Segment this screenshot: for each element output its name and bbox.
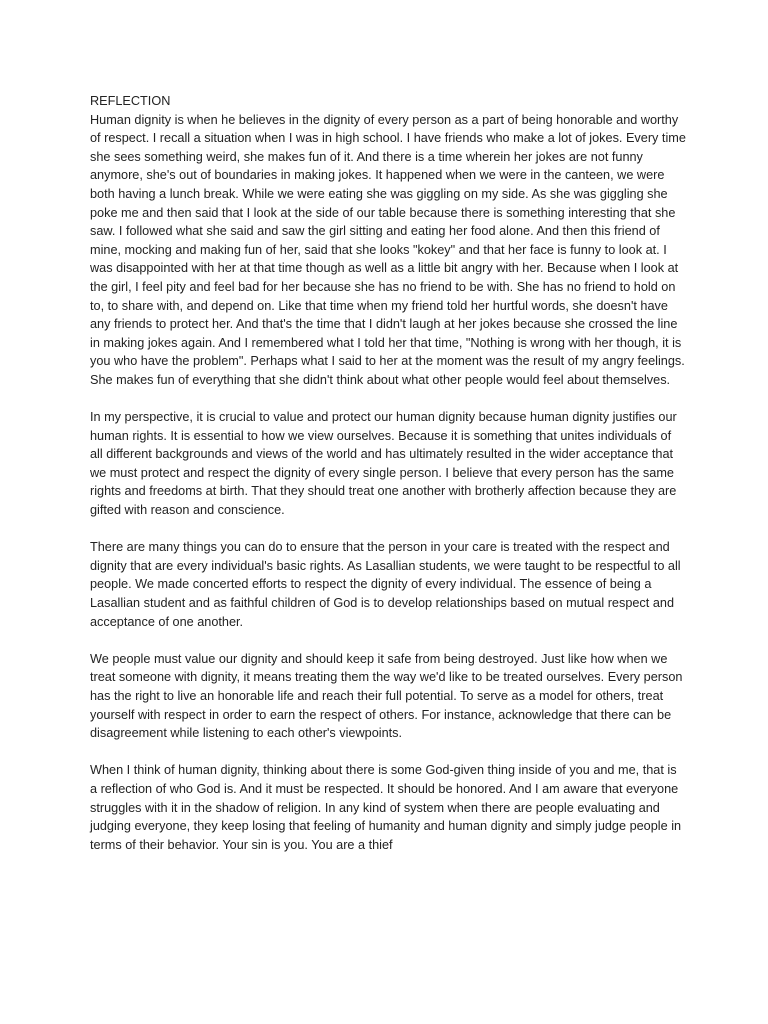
paragraph-1: Human dignity is when he believes in the dignity of every person as a part of being honorable and worthy of respect. I recall a situation when I was in high school. I have friends who make a lot of jokes. Every time she sees something weird, she makes fun of it. And there is a time wherein her jokes are not funny anymore, she's out of boundaries in making jokes. It happened when we were in the canteen, we were both having a lunch break. While we were eating she was giggling on my side. As she was giggling she poke me and then said that I look at the side of our table because there is something interesting that she saw. I followed what she said and saw the girl sitting and eating her food alone. And then this friend of mine, mocking and making fun of her, said that she looks "kokey" and that her face is funny to look at. I was disappointed with her at that time though as well as a little bit angry with her. Because when I look at the girl, I feel pity and feel bad for her because she has no friend to be with. She has no friend to hold on to, to share with, and depend on. Like that time when my friend told her hurtful words, she doesn't have any friends to protect her. And that's the time that I didn't laugh at her jokes because she crossed the line in making jokes again. And I remembered what I told her that time, "Nothing is wrong with her though, it is you who have the problem". Perhaps what I said to her at the moment was the result of my angry feelings. She makes fun of everything that she didn't think about what other people would feel about themselves. — [90, 112, 686, 387]
paragraph-4: We people must value our dignity and should keep it safe from being destroyed. Just like how when we treat someone with dignity, it means treating them the way we'd like to be treated ourselves. Every person has the right to live an honorable life and reach their full potential. To serve as a model for others, treat yourself with respect in order to earn the respect of others. For instance, acknowledge that there can be disagreement while listening to each other's viewpoints. — [90, 651, 683, 741]
document-page — [90, 92, 686, 873]
paragraph-2: In my perspective, it is crucial to value and protect our human dignity because human dignity justifies our human rights. It is essential to how we view ourselves. Because it is something that unites individuals of all different backgrounds and views of the world and has ultimately resulted in the wider acceptance that we must protect and respect the dignity of every single person. I believe that every person has the same rights and freedoms at birth. That they should treat one another with brotherly affection because they are gifted with reason and conscience. — [90, 410, 677, 518]
paragraph-3: There are many things you can do to ensure that the person in your care is treated with the respect and dignity that are every individual's basic rights. As Lasallian students, we were taught to be respectful to all people. We made concerted efforts to respect the dignity of every individual. The essence of being a Lasallian student and as faithful children of God is to develop relationships based on mutual respect and acceptance of one another. — [90, 540, 681, 629]
document-title: REFLECTION — [90, 94, 171, 108]
paragraph-5: When I think of human dignity, thinking about there is some God-given thing inside of you and me, that is a reflection of who God is. And it must be respected. It should be honored. And I am aware that everyone struggles with it in the shadow of religion. In any kind of system when there are people evaluating and judging everyone, they keep losing that feeling of humanity and human dignity and simply judge people in terms of their behavior. Your sin is you. You are a thief — [90, 763, 682, 852]
